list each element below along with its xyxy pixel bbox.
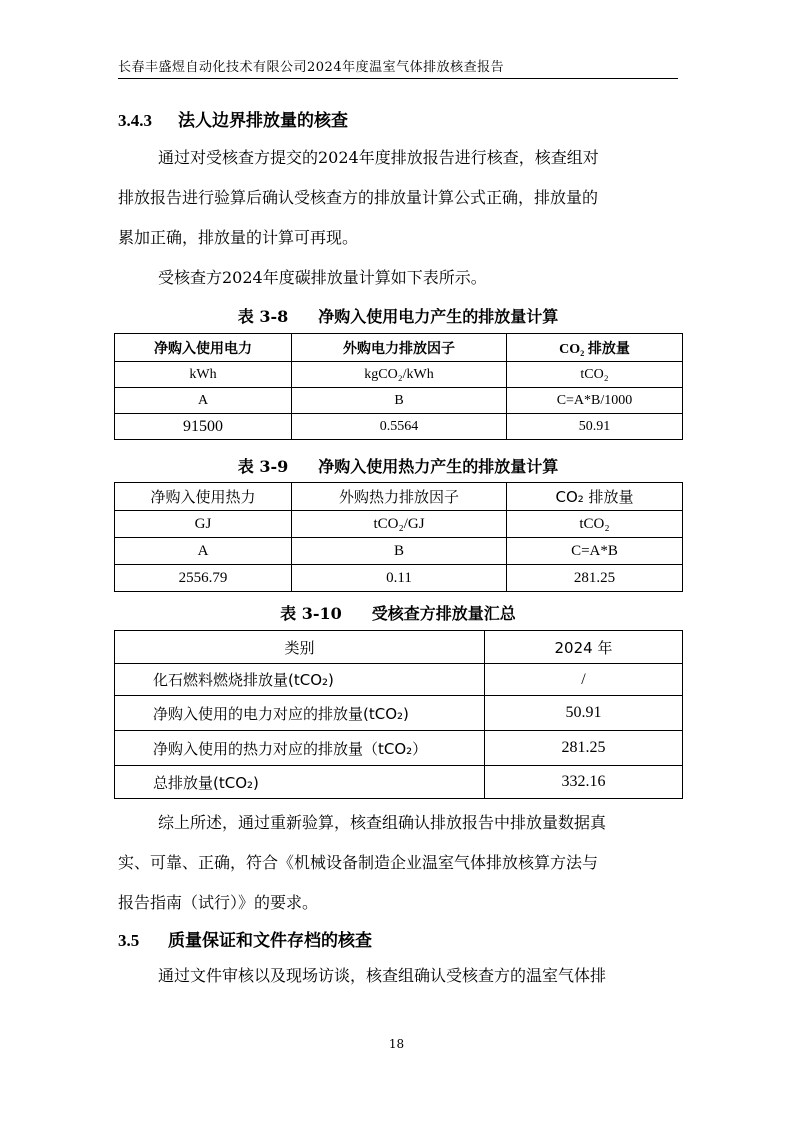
table-cell: GJ <box>115 511 292 538</box>
table-header-row <box>115 334 683 362</box>
table-cell: 0.5564 <box>292 414 507 440</box>
table-cell: 50.91 <box>507 414 683 440</box>
table-cell: 281.25 <box>507 565 683 592</box>
table-header-cell: CO₂ 排放量 <box>507 334 683 362</box>
table-header-cell: 外购热力排放因子 <box>292 483 507 511</box>
table-row <box>115 664 683 696</box>
table-row <box>115 565 683 592</box>
table-row <box>115 414 683 440</box>
table-cell: 化石燃料燃烧排放量(tCO₂) <box>115 664 485 696</box>
section-35-paragraph <box>118 956 678 996</box>
header-rule <box>118 78 678 79</box>
table-cell: 0.11 <box>292 565 507 592</box>
table-row <box>115 538 683 565</box>
table-header-cell: 外购电力排放因子 <box>292 334 507 362</box>
paragraph-line: 通过对受核查方提交的2024年度排放报告进行核查，核查组对 <box>158 148 599 167</box>
section-343-title: 法人边界排放量的核查 <box>178 111 348 131</box>
table-3-9-caption <box>114 454 682 477</box>
table-3-9 <box>114 482 683 592</box>
table-cell: 281.25 <box>485 731 683 766</box>
table-cell: kWh <box>115 362 292 388</box>
table-label: 表 3-8 <box>237 307 289 326</box>
table-header-cell: 净购入使用电力 <box>115 334 292 362</box>
table-cell: C=A*B/1000 <box>507 388 683 414</box>
page-number: 18 <box>388 1037 405 1051</box>
table-row <box>115 766 683 799</box>
table-cell: 2556.79 <box>115 565 292 592</box>
running-header: 长春丰盛煜自动化技术有限公司2024年度温室气体排放核查报告 <box>118 60 505 75</box>
paragraph-line: 通过文件审核以及现场访谈，核查组确认受核查方的温室气体排 <box>158 966 607 985</box>
table-cell: 332.16 <box>485 766 683 799</box>
table-cell: A <box>115 538 292 565</box>
table-3-10 <box>114 630 683 799</box>
table-label: 表 3-10 <box>280 604 342 623</box>
table-cell: C=A*B <box>507 538 683 565</box>
conclusion-paragraph <box>118 803 678 923</box>
paragraph-line: 受核查方2024年度碳排放量计算如下表所示。 <box>158 268 487 287</box>
paragraph-line: 排放报告进行验算后确认受核查方的排放量计算公式正确，排放量的 <box>118 188 599 207</box>
paragraph-line: 累加正确，排放量的计算可再现。 <box>118 228 359 247</box>
section-35-number: 3.5 <box>118 931 140 950</box>
table-header-row <box>115 631 683 664</box>
table-header-cell: CO₂ 排放量 <box>507 483 683 511</box>
table-cell: tCO₂/GJ <box>292 511 507 538</box>
section-35-title: 质量保证和文件存档的核查 <box>168 931 372 951</box>
table-label: 表 3-9 <box>237 457 289 476</box>
table-cell: 50.91 <box>485 696 683 731</box>
table-3-8 <box>114 333 683 440</box>
table-header-row <box>115 483 683 511</box>
table-row <box>115 731 683 766</box>
section-35-heading <box>118 926 372 951</box>
table-row <box>115 511 683 538</box>
table-cell: B <box>292 388 507 414</box>
table-cell: kgCO₂/kWh <box>292 362 507 388</box>
table-3-10-caption <box>114 601 682 624</box>
paragraph-line: 综上所述，通过重新验算，核查组确认排放报告中排放量数据真 <box>158 813 607 832</box>
table-cell: 总排放量(tCO₂) <box>115 766 485 799</box>
table-row <box>115 388 683 414</box>
paragraph-line: 报告指南（试行）》的要求。 <box>118 893 319 912</box>
table-header-cell: 净购入使用热力 <box>115 483 292 511</box>
table-cell: tCO₂ <box>507 511 683 538</box>
table-cell: B <box>292 538 507 565</box>
section-343-paragraph <box>118 138 678 298</box>
table-cell: 净购入使用的电力对应的排放量(tCO₂) <box>115 696 485 731</box>
table-cell: A <box>115 388 292 414</box>
section-343-heading <box>118 106 348 131</box>
paragraph-line: 实、可靠、正确，符合《机械设备制造企业温室气体排放核算方法与 <box>118 853 599 872</box>
table-title: 净购入使用电力产生的排放量计算 <box>318 307 559 326</box>
table-3-8-caption <box>114 304 682 327</box>
table-header-cell: 2024 年 <box>485 631 683 664</box>
table-header-cell: 类别 <box>115 631 485 664</box>
table-row <box>115 362 683 388</box>
table-title: 受核查方排放量汇总 <box>371 604 516 623</box>
table-row <box>115 696 683 731</box>
table-cell: / <box>485 664 683 696</box>
table-cell: tCO₂ <box>507 362 683 388</box>
table-cell: 91500 <box>115 414 292 440</box>
table-cell: 净购入使用的热力对应的排放量（tCO₂） <box>115 731 485 766</box>
section-343-number: 3.4.3 <box>118 111 152 130</box>
table-title: 净购入使用热力产生的排放量计算 <box>318 457 559 476</box>
